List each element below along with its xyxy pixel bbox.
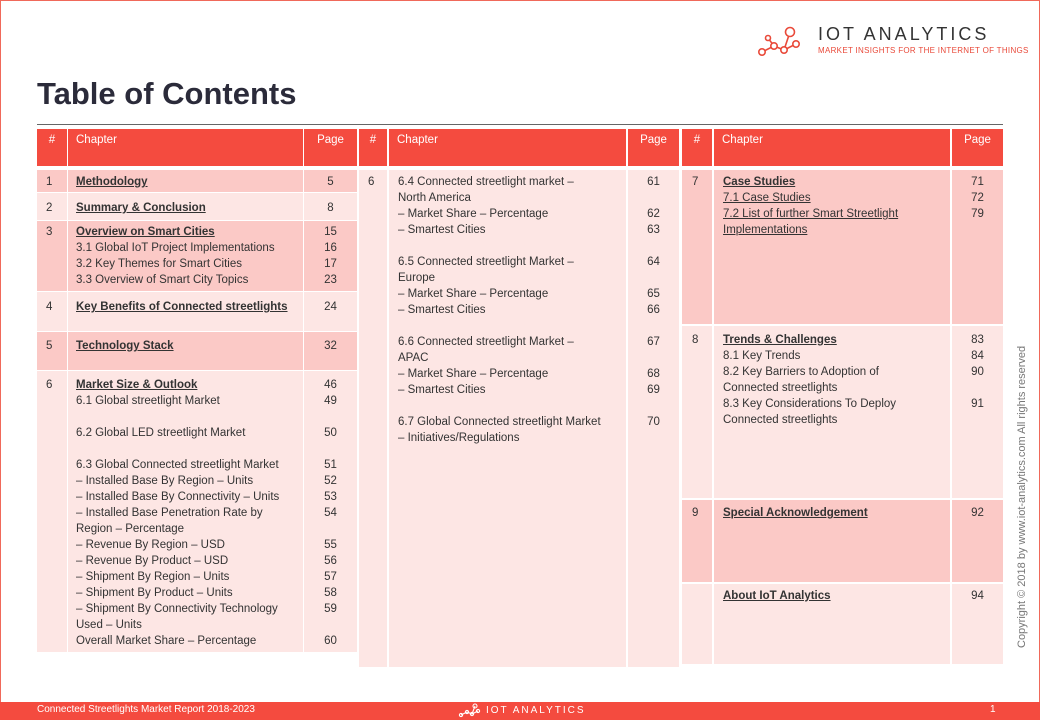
- section-item: – Installed Base By Connectivity – Units: [76, 491, 280, 503]
- section-item: 3.3 Overview of Smart City Topics: [76, 274, 249, 286]
- section-item: – Shipment By Region – Units: [76, 571, 230, 583]
- section-item: 6.3 Global Connected streetlight Market: [76, 459, 279, 471]
- header-chapter: Chapter: [389, 129, 626, 166]
- section-item: Region – Percentage: [76, 523, 185, 535]
- section-item: – Installed Base Penetration Rate by: [76, 507, 263, 519]
- section-item: – Smartest Cities: [398, 224, 486, 236]
- header-num: #: [682, 129, 712, 166]
- chapter-link-acknowledgement[interactable]: Special Acknowledgement: [723, 507, 868, 519]
- section-item: – Installed Base By Region – Units: [76, 475, 254, 487]
- section-item: 6.5 Connected streetlight Market –: [398, 256, 574, 268]
- chapter-number: 8: [692, 334, 699, 346]
- header-page: Page: [952, 129, 1003, 166]
- header-num: #: [37, 129, 67, 166]
- section-page: 56: [324, 555, 337, 567]
- section-item: – Market Share – Percentage: [398, 368, 549, 380]
- section-page: 65: [647, 288, 660, 300]
- section-page: 57: [324, 571, 337, 583]
- section-item: 6.2 Global LED streetlight Market: [76, 427, 246, 439]
- section-item: 8.1 Key Trends: [723, 350, 801, 362]
- chapter-page: 32: [324, 340, 337, 352]
- section-item: Connected streetlights: [723, 414, 838, 426]
- chapter-link-case-studies[interactable]: Case Studies: [723, 176, 796, 188]
- section-page: 55: [324, 539, 337, 551]
- chapter-number: 5: [46, 340, 53, 352]
- section-page: 58: [324, 587, 337, 599]
- section-page: 54: [324, 507, 337, 519]
- section-page: 63: [647, 224, 660, 236]
- chapter-link-smart-cities[interactable]: Overview on Smart Cities: [76, 226, 215, 238]
- chapter-link-market-size[interactable]: Market Size & Outlook: [76, 379, 198, 391]
- section-page: 84: [971, 350, 984, 362]
- chapter-number: 6: [46, 379, 53, 391]
- section-item: – Smartest Cities: [398, 384, 486, 396]
- section-page: 17: [324, 258, 337, 270]
- chapter-page: 24: [324, 301, 337, 313]
- section-page: 64: [647, 256, 660, 268]
- section-item: North America: [398, 192, 471, 204]
- chapter-number: 1: [46, 176, 53, 188]
- chapter-number: 4: [46, 301, 53, 313]
- section-page: 91: [971, 398, 984, 410]
- chapter-page: 5: [327, 176, 334, 188]
- section-page: 72: [971, 192, 984, 204]
- chapter-page: 46: [324, 379, 337, 391]
- section-page: 59: [324, 603, 337, 615]
- chapter-page: 8: [327, 202, 334, 214]
- chapter-number: 9: [692, 507, 699, 519]
- chapter-number: 6: [368, 176, 375, 188]
- section-page: 53: [324, 491, 337, 503]
- section-link[interactable]: Implementations: [723, 224, 808, 236]
- section-page: 16: [324, 242, 337, 254]
- section-item: 6.7 Global Connected streetlight Market: [398, 416, 601, 428]
- footer-logo: [458, 703, 588, 719]
- section-item: APAC: [398, 352, 429, 364]
- section-item: 3.2 Key Themes for Smart Cities: [76, 258, 242, 270]
- brand-tagline: MARKET INSIGHTS FOR THE INTERNET OF THINGS: [818, 46, 1029, 55]
- section-item: Europe: [398, 272, 436, 284]
- section-page: 70: [647, 416, 660, 428]
- section-link[interactable]: 7.1 Case Studies: [723, 192, 811, 204]
- section-page: 52: [324, 475, 337, 487]
- section-page: 62: [647, 208, 660, 220]
- section-page: 66: [647, 304, 660, 316]
- section-item: 3.1 Global IoT Project Implementations: [76, 242, 275, 254]
- chapter-link-about[interactable]: About IoT Analytics: [723, 590, 831, 602]
- chapter-link-technology-stack[interactable]: Technology Stack: [76, 340, 174, 352]
- copyright-text: Copyright © 2018 by www.iot-analytics.com All rights reserved: [1016, 345, 1028, 648]
- chapter-number: 3: [46, 226, 53, 238]
- chapter-page: 15: [324, 226, 337, 238]
- section-item: – Smartest Cities: [398, 304, 486, 316]
- section-item: 6.1 Global streetlight Market: [76, 395, 220, 407]
- section-item: – Market Share – Percentage: [398, 208, 549, 220]
- section-page: 60: [324, 635, 337, 647]
- header-page: Page: [628, 129, 679, 166]
- chapter-link-summary[interactable]: Summary & Conclusion: [76, 202, 206, 214]
- chapter-number: 2: [46, 202, 53, 214]
- section-item: Overall Market Share – Percentage: [76, 635, 257, 647]
- network-nodes-icon: [458, 703, 484, 719]
- header-chapter: Chapter: [714, 129, 950, 166]
- section-page: 67: [647, 336, 660, 348]
- brand-logo: [754, 22, 1029, 62]
- section-page: 61: [647, 176, 660, 188]
- section-item: – Revenue By Product – USD: [76, 555, 229, 567]
- section-link[interactable]: 7.2 List of further Smart Streetlight: [723, 208, 899, 220]
- chapter-page: 83: [971, 334, 984, 346]
- section-item: Connected streetlights: [723, 382, 838, 394]
- section-page: 90: [971, 366, 984, 378]
- section-item: – Shipment By Connectivity Technology: [76, 603, 278, 615]
- chapter-number: 7: [692, 176, 699, 188]
- chapter-link-key-benefits[interactable]: Key Benefits of Connected streetlights: [76, 301, 288, 313]
- section-item: Used – Units: [76, 619, 142, 631]
- chapter-link-trends[interactable]: Trends & Challenges: [723, 334, 837, 346]
- section-page: 69: [647, 384, 660, 396]
- chapter-link-methodology[interactable]: Methodology: [76, 176, 148, 188]
- header-num: #: [359, 129, 387, 166]
- section-page: 68: [647, 368, 660, 380]
- section-page: 79: [971, 208, 984, 220]
- section-item: 8.3 Key Considerations To Deploy: [723, 398, 897, 410]
- section-item: – Initiatives/Regulations: [398, 432, 520, 444]
- header-page: Page: [304, 129, 357, 166]
- section-page: 49: [324, 395, 337, 407]
- page-title: Table of Contents: [37, 76, 297, 111]
- network-nodes-icon: [754, 22, 810, 62]
- chapter-page: 94: [971, 590, 984, 602]
- section-page: 51: [324, 459, 337, 471]
- section-item: – Revenue By Region – USD: [76, 539, 225, 551]
- section-page: 23: [324, 274, 337, 286]
- section-page: 50: [324, 427, 337, 439]
- section-item: 6.6 Connected streetlight Market –: [398, 336, 574, 348]
- header-chapter: Chapter: [68, 129, 303, 166]
- footer-bar: [0, 702, 1040, 720]
- footer-report-title: Connected Streetlights Market Report 2018-2023: [37, 704, 255, 715]
- chapter-page: 92: [971, 507, 984, 519]
- section-item: 6.4 Connected streetlight market –: [398, 176, 574, 188]
- footer-brand: IOT ANALYTICS: [486, 705, 586, 716]
- section-item: 8.2 Key Barriers to Adoption of: [723, 366, 879, 378]
- page-number: 1: [990, 704, 996, 715]
- section-item: – Market Share – Percentage: [398, 288, 549, 300]
- section-item: – Shipment By Product – Units: [76, 587, 233, 599]
- title-divider: [37, 124, 1003, 125]
- brand-name: IOT ANALYTICS: [818, 24, 990, 44]
- chapter-page: 71: [971, 176, 984, 188]
